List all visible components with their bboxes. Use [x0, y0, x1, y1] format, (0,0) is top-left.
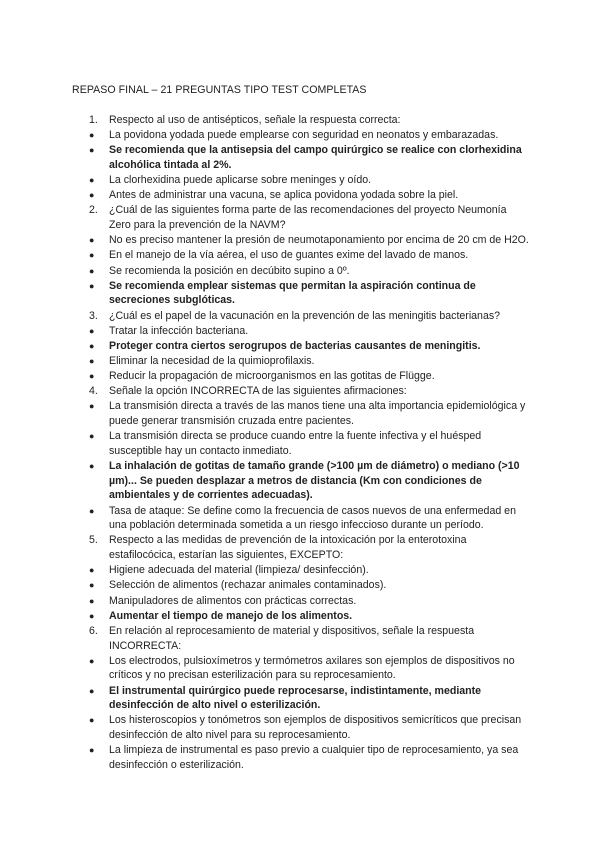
bullet-marker: ●	[89, 610, 95, 621]
question-number: 1.	[89, 114, 98, 126]
question-text: Respecto al uso de antisépticos, señale la respuesta correcta:	[109, 114, 401, 126]
bullet-marker: ●	[89, 250, 95, 261]
answer-text: La transmisión directa a través de las manos tiene una alta importancia epidemiológica y puede generar transmisión cruzada entre pacientes.	[109, 400, 526, 428]
question-item	[89, 309, 529, 324]
question-number: 4.	[89, 385, 98, 398]
answer-option-correct	[89, 459, 529, 503]
question-text: ¿Cuál es el papel de la vacunación en la prevención de las meningitis bacterianas?	[109, 309, 501, 322]
answer-option	[89, 594, 529, 609]
question-text: Señale la opción INCORRECTA de las siguientes afirmaciones:	[109, 385, 407, 398]
bullet-marker: ●	[89, 371, 95, 382]
answer-option	[89, 369, 529, 384]
answer-text: Eliminar la necesidad de la quimioprofilaxis.	[109, 354, 315, 367]
question-text: ¿Cuál de las siguientes forma parte de las recomendaciones del proyecto Neumonía Zero para la prevención de la NAVM?	[109, 204, 507, 232]
answer-text: Selección de alimentos (rechazar animales contaminados).	[109, 579, 387, 592]
answer-option	[89, 324, 529, 339]
bullet-marker: ●	[89, 431, 95, 442]
answer-option-correct	[89, 339, 529, 354]
question-number: 3.	[89, 309, 98, 322]
bullet-marker: ●	[89, 505, 95, 516]
bullet-marker: ●	[89, 461, 95, 472]
bullet-marker: ●	[89, 265, 95, 276]
bullet-marker: ●	[89, 655, 95, 666]
question-text: En relación al reprocesamiento de material y dispositivos, señale la respuesta INCORRECTA:	[109, 624, 475, 652]
answer-option	[89, 743, 529, 772]
answer-option	[89, 713, 529, 742]
answer-text: Higiene adecuada del material (limpieza/ desinfección).	[109, 564, 369, 577]
bullet-marker: ●	[89, 130, 95, 141]
answer-option	[89, 248, 529, 263]
answer-option	[89, 563, 529, 578]
bullet-marker: ●	[89, 745, 95, 756]
question-number: 6.	[89, 624, 98, 637]
bullet-marker: ●	[89, 401, 95, 412]
answer-text: Manipuladores de alimentos con prácticas correctas.	[109, 594, 357, 607]
answer-text: En el manejo de la vía aérea, el uso de guantes exime del lavado de manos.	[109, 249, 469, 262]
answer-option	[89, 264, 529, 279]
answer-option-correct	[89, 143, 529, 172]
bullet-marker: ●	[89, 580, 95, 591]
answer-text: Aumentar el tiempo de manejo de los alimentos.	[109, 609, 353, 622]
bullet-marker: ●	[89, 190, 95, 201]
question-item	[89, 624, 529, 653]
bullet-marker: ●	[89, 175, 95, 186]
answer-text: La clorhexidina puede aplicarse sobre meninges y oído.	[109, 174, 372, 187]
answer-text: Tratar la infección bacteriana.	[109, 324, 249, 337]
bullet-marker: ●	[89, 325, 95, 336]
answer-text: Tasa de ataque: Se define como la frecuencia de casos nuevos de una enfermedad en una población determinada sometida a un riesgo infeccioso durante un período.	[109, 504, 516, 532]
answer-option	[89, 399, 529, 428]
bullet-marker: ●	[89, 595, 95, 606]
question-text: Respecto a las medidas de prevención de la intoxicación por la enterotoxina estafilocócica, estarían las siguientes, EXCEPTO:	[109, 534, 467, 562]
answer-text: Antes de administrar una vacuna, se aplica povidona yodada sobre la piel.	[109, 189, 459, 202]
answer-option	[89, 429, 529, 458]
question-number: 2.	[89, 204, 98, 217]
answer-option	[89, 173, 529, 188]
answer-option	[89, 504, 529, 533]
answer-text: La transmisión directa se produce cuando entre la fuente infectiva y el huésped susceptible hay un contacto inmediato.	[109, 430, 482, 457]
bullet-marker: ●	[89, 340, 95, 351]
answer-text: La inhalación de gotitas de tamaño grande (>100 µm de diámetro) o mediano (>10 µm)... Se pueden desplazar a metros de distancia (Km con condiciones de ambientales y de corrientes adecuadas).	[109, 460, 520, 502]
answer-option	[89, 578, 529, 593]
bullet-marker: ●	[89, 565, 95, 576]
question-item	[89, 113, 529, 128]
bullet-marker: ●	[89, 145, 95, 156]
answer-text: No es preciso mantener la presión de neumotaponamiento por encima de 20 cm de H2O.	[109, 234, 529, 247]
bullet-marker: ●	[89, 355, 95, 366]
bullet-marker: ●	[89, 235, 95, 246]
answer-text: Se recomienda que la antisepsia del campo quirúrgico se realice con clorhexidina alcohólica tintada al 2%.	[109, 144, 522, 171]
answer-option-correct	[89, 609, 529, 624]
bullet-marker: ●	[89, 685, 95, 696]
question-item	[89, 384, 529, 399]
answer-option	[89, 233, 529, 248]
answer-text: La limpieza de instrumental es paso previo a cualquier tipo de reprocesamiento, ya sea desinfección o esterilización.	[109, 744, 519, 771]
answer-text: Se recomienda emplear sistemas que permitan la aspiración continua de secreciones subglóticas.	[109, 279, 476, 307]
answer-option	[89, 654, 529, 683]
answer-option-correct	[89, 684, 529, 713]
answer-text: Los histeroscopios y tonómetros son ejemplos de dispositivos semicríticos que precisan desinfección de alto nivel para su reprocesamiento.	[109, 714, 522, 742]
answer-option	[89, 354, 529, 369]
document-title: REPASO FINAL – 21 PREGUNTAS TIPO TEST COMPLETAS	[72, 84, 367, 96]
answer-text: Se recomienda la posición en decúbito supino a 0º.	[109, 264, 350, 277]
answer-option	[89, 128, 529, 143]
question-number: 5.	[89, 534, 98, 547]
answer-text: Reducir la propagación de microorganismos en las gotitas de Flügge.	[109, 370, 435, 383]
answer-text: La povidona yodada puede emplearse con seguridad en neonatos y embarazadas.	[109, 129, 499, 142]
answer-option	[89, 188, 529, 203]
question-item	[89, 203, 529, 232]
bullet-marker: ●	[89, 280, 95, 291]
bullet-marker: ●	[89, 715, 95, 726]
answer-text: Los electrodos, pulsioxímetros y termómetros axilares son ejemplos de dispositivos no críticos y no precisan esterilización para su reprocesamiento.	[109, 654, 515, 682]
question-list	[89, 113, 529, 773]
question-item	[89, 533, 529, 562]
answer-option-correct	[89, 279, 529, 308]
answer-text: El instrumental quirúrgico puede reprocesarse, indistintamente, mediante desinfección de alto nivel o esterilización.	[109, 684, 482, 712]
answer-text: Proteger contra ciertos serogrupos de bacterias causantes de meningitis.	[109, 339, 481, 352]
